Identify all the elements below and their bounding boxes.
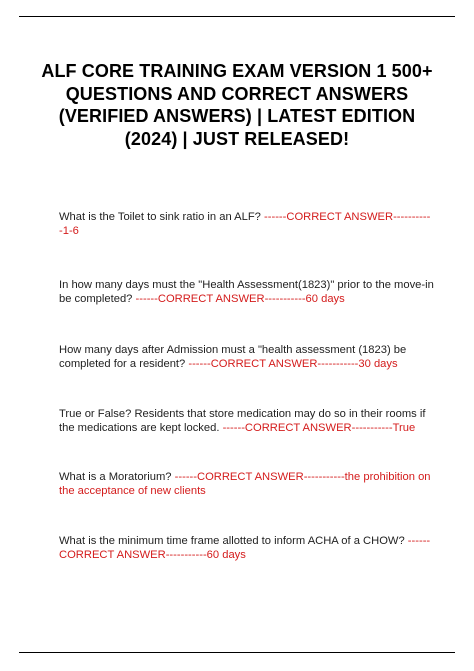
document-title: ALF CORE TRAINING EXAM VERSION 1 500+ QUESTIONS AND CORRECT ANSWERS (VERIFIED ANSWERS) | LATEST EDITION (2024) | JUST RELEASED! (41, 61, 433, 149)
top-rule (19, 16, 455, 17)
question-text: True or False? Residents that store medication may do so in their rooms if the medications are kept locked. (59, 408, 426, 435)
question-text: In how many days must the "Health Assessment(1823)" prior to the move-in be completed? (59, 279, 434, 306)
qa-item (59, 343, 439, 372)
qa-item (59, 470, 439, 499)
qa-item (59, 534, 439, 563)
qa-item (59, 210, 439, 239)
bottom-rule (19, 652, 455, 653)
question-text: What is a Moratorium? (59, 471, 172, 483)
qa-item (59, 407, 439, 436)
answer-text: ------CORRECT ANSWER-----------True (222, 422, 416, 435)
answer-text: ------CORRECT ANSWER-----------1-6 (59, 211, 431, 238)
question-text: How many days after Admission must a "health assessment (1823) be completed for a resident? (59, 344, 407, 371)
answer-text: ------CORRECT ANSWER-----------60 days (59, 535, 431, 562)
qa-item (59, 278, 439, 307)
question-text: What is the Toilet to sink ratio in an ALF? (59, 211, 261, 223)
answer-text: ------CORRECT ANSWER-----------60 days (135, 293, 345, 306)
answer-text: ------CORRECT ANSWER-----------the prohibition on the acceptance of new clients (59, 471, 431, 498)
question-text: What is the minimum time frame allotted to inform ACHA of a CHOW? (59, 535, 405, 547)
answer-text: ------CORRECT ANSWER-----------30 days (188, 358, 398, 371)
